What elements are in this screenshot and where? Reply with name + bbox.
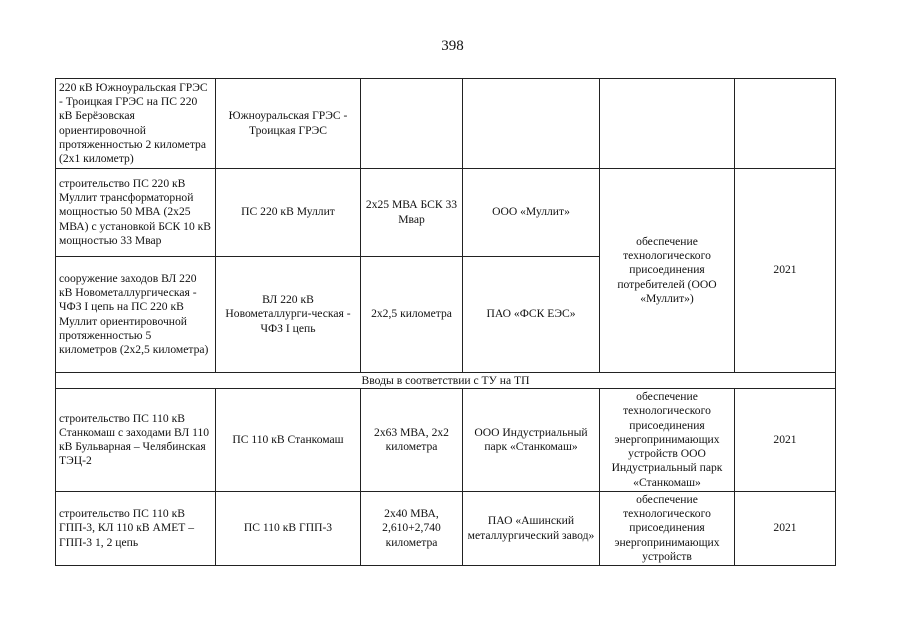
section-title: Вводы в соответствии с ТУ на ТП: [56, 373, 836, 389]
section-header-row: [56, 373, 836, 389]
year-cell-merged: 2021: [735, 169, 836, 373]
purpose-cell: [600, 79, 735, 169]
capacity-cell: 2х40 МВА, 2,610+2,740 километра: [361, 492, 463, 566]
object-cell: ПС 110 кВ Станкомаш: [216, 389, 361, 492]
work-description-cell: строительство ПС 110 кВ Станкомаш с заходами ВЛ 110 кВ Бульварная – Челябинская ТЭЦ-2: [56, 389, 216, 492]
table-row: [56, 389, 836, 492]
table-row: [56, 492, 836, 566]
owner-cell: ПАО «ФСК ЕЭС»: [463, 257, 600, 373]
work-description-cell: 220 кВ Южноуральская ГРЭС - Троицкая ГРЭС на ПС 220 кВ Берёзовская ориентировочной протяженностью 2 километра (2х1 километр): [56, 79, 216, 169]
object-cell: Южноуральская ГРЭС - Троицкая ГРЭС: [216, 79, 361, 169]
capacity-cell: 2х25 МВА БСК 33 Мвар: [361, 169, 463, 257]
purpose-cell-merged: обеспечение технологического присоединения потребителей (ООО «Муллит»): [600, 169, 735, 373]
work-description-cell: строительство ПС 110 кВ ГПП-3, КЛ 110 кВ АМЕТ – ГПП-3 1, 2 цепь: [56, 492, 216, 566]
work-description-cell: сооружение заходов ВЛ 220 кВ Новометаллургическая - ЧФЗ I цепь на ПС 220 кВ Муллит ориентировочной протяженностью 5 километров (2х2,5 километра): [56, 257, 216, 373]
year-cell: 2021: [735, 389, 836, 492]
owner-cell: [463, 79, 600, 169]
object-cell: ВЛ 220 кВ Новометаллурги-ческая - ЧФЗ I цепь: [216, 257, 361, 373]
capacity-cell: 2х63 МВА, 2х2 километра: [361, 389, 463, 492]
owner-cell: ПАО «Ашинский металлургический завод»: [463, 492, 600, 566]
purpose-cell: обеспечение технологического присоединения энергопринимающих устройств: [600, 492, 735, 566]
capacity-cell: 2х2,5 километра: [361, 257, 463, 373]
year-cell: 2021: [735, 492, 836, 566]
object-cell: ПС 220 кВ Муллит: [216, 169, 361, 257]
year-cell: [735, 79, 836, 169]
capacity-cell: [361, 79, 463, 169]
document-table: [55, 78, 836, 566]
owner-cell: ООО «Муллит»: [463, 169, 600, 257]
object-cell: ПС 110 кВ ГПП-3: [216, 492, 361, 566]
table-row: [56, 79, 836, 169]
table-row: [56, 169, 836, 257]
page-number: 398: [441, 38, 464, 54]
purpose-cell: обеспечение технологического присоединения энергопринимающих устройств ООО Индустриальный парк «Станкомаш»: [600, 389, 735, 492]
owner-cell: ООО Индустриальный парк «Станкомаш»: [463, 389, 600, 492]
work-description-cell: строительство ПС 220 кВ Муллит трансформаторной мощностью 50 МВА (2х25 МВА) с установкой БСК 10 кВ мощностью 33 Мвар: [56, 169, 216, 257]
